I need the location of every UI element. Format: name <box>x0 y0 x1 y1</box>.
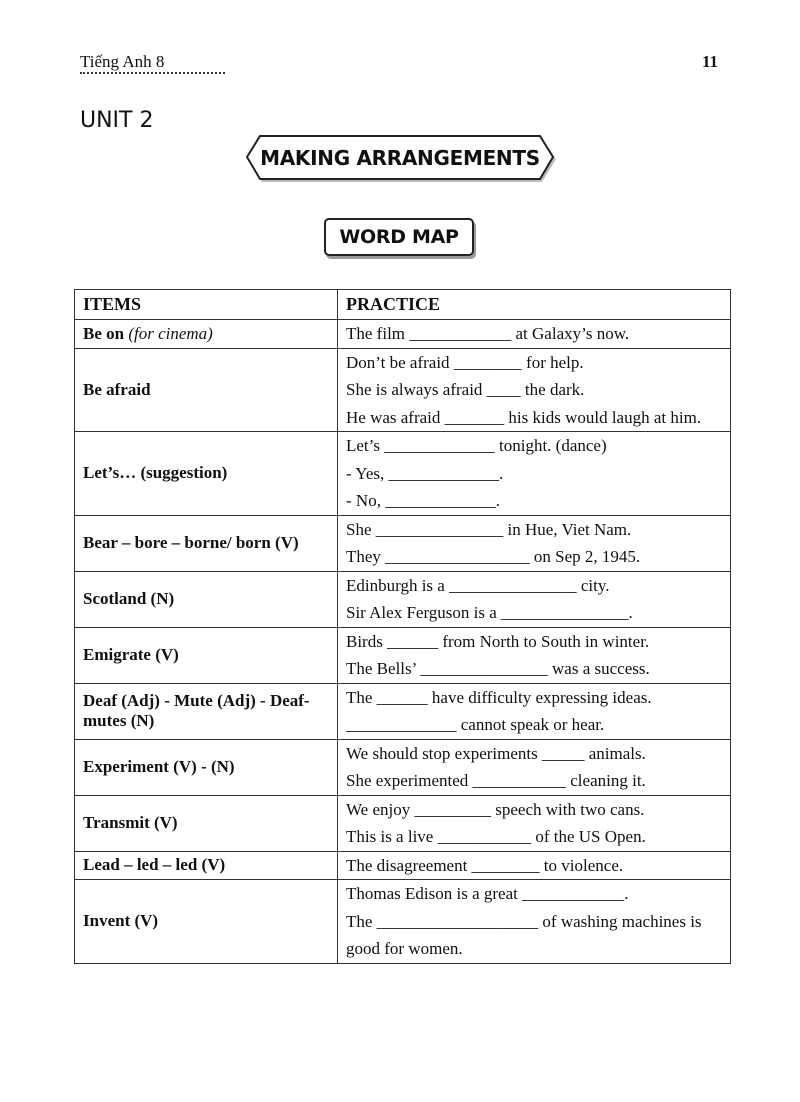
item-cell <box>75 348 338 432</box>
column-header-items: ITEMS <box>75 290 338 320</box>
practice-cell <box>338 515 731 571</box>
practice-sentence: She experimented ___________ cleaning it. <box>346 771 646 790</box>
table-row <box>75 739 731 795</box>
practice-sentence: The ___________________ of washing machines is good for women. <box>346 911 702 958</box>
item-note: (for cinema) <box>128 323 213 343</box>
practice-sentence: - No, _____________. <box>346 491 500 510</box>
table-row <box>75 627 731 683</box>
item-term: Scotland (N) <box>83 589 175 608</box>
unit-label: UNIT 2 <box>80 108 154 133</box>
column-header-practice: PRACTICE <box>338 290 731 320</box>
practice-sentence: The ______ have difficulty expressing ideas. <box>346 687 652 707</box>
header-book-title: Tiếng Anh 8 <box>80 52 165 71</box>
practice-sentence: _____________ cannot speak or hear. <box>346 715 605 734</box>
practice-cell <box>338 880 731 964</box>
item-term: Lead – led – led (V) <box>83 855 226 875</box>
practice-cell <box>338 571 731 627</box>
practice-sentence: Sir Alex Ferguson is a _______________. <box>346 603 633 622</box>
table-row <box>75 851 731 880</box>
item-term: Be afraid <box>83 379 151 399</box>
header-dotted-rule <box>80 72 225 74</box>
section-heading: WORD MAP <box>324 218 474 256</box>
item-cell <box>75 739 338 795</box>
practice-sentence: They _________________ on Sep 2, 1945. <box>346 547 641 566</box>
item-cell <box>75 795 338 851</box>
table-row <box>75 515 731 571</box>
practice-cell <box>338 795 731 851</box>
item-cell <box>75 320 338 349</box>
practice-sentence: Edinburgh is a _______________ city. <box>346 575 610 595</box>
table-row <box>75 571 731 627</box>
item-term: Bear – bore – borne/ born (V) <box>83 533 299 552</box>
practice-sentence: The film ____________ at Galaxy’s now. <box>346 324 630 343</box>
table-row <box>75 320 731 349</box>
practice-sentence: She _______________ in Hue, Viet Nam. <box>346 519 632 539</box>
table-row <box>75 683 731 739</box>
item-cell <box>75 627 338 683</box>
item-cell <box>75 880 338 964</box>
table-row <box>75 795 731 851</box>
practice-sentence: The Bells’ _______________ was a success. <box>346 659 650 678</box>
item-cell <box>75 571 338 627</box>
practice-cell <box>338 320 731 349</box>
item-term: Be on <box>83 323 125 343</box>
page-number: 11 <box>702 52 719 71</box>
practice-cell <box>338 851 731 880</box>
practice-sentence: We should stop experiments _____ animals. <box>346 743 646 763</box>
practice-sentence: - Yes, _____________. <box>346 463 504 483</box>
practice-sentence: Thomas Edison is a great ____________. <box>346 884 629 903</box>
practice-sentence: Let’s _____________ tonight. (dance) <box>346 436 607 455</box>
item-term: Transmit (V) <box>83 813 178 832</box>
table-row <box>75 348 731 432</box>
practice-sentence: We enjoy _________ speech with two cans. <box>346 799 645 819</box>
item-term: Experiment (V) - (N) <box>83 757 235 776</box>
item-cell <box>75 515 338 571</box>
practice-sentence: Birds ______ from North to South in winter. <box>346 631 650 651</box>
item-cell <box>75 432 338 516</box>
title-banner <box>246 135 554 180</box>
table-header-row <box>75 290 731 320</box>
practice-sentence: Don’t be afraid ________ for help. <box>346 352 584 372</box>
table-row <box>75 880 731 964</box>
page-title: MAKING ARRANGEMENTS <box>260 145 540 170</box>
word-map-table <box>74 289 731 964</box>
item-cell <box>75 851 338 880</box>
item-term: Let’s… (suggestion) <box>83 463 228 483</box>
practice-sentence: She is always afraid ____ the dark. <box>346 380 585 399</box>
item-term: Invent (V) <box>83 911 159 931</box>
practice-cell <box>338 739 731 795</box>
table-row <box>75 432 731 516</box>
practice-cell <box>338 627 731 683</box>
item-cell <box>75 683 338 739</box>
practice-sentence: He was afraid _______ his kids would laugh at him. <box>346 407 702 427</box>
item-term: Deaf (Adj) - Mute (Adj) - Deaf-mutes (N) <box>83 691 310 730</box>
practice-cell <box>338 683 731 739</box>
item-term: Emigrate (V) <box>83 645 179 664</box>
practice-sentence: The disagreement ________ to violence. <box>346 855 624 875</box>
practice-cell <box>338 432 731 516</box>
practice-sentence: This is a live ___________ of the US Open. <box>346 827 646 846</box>
practice-cell <box>338 348 731 432</box>
